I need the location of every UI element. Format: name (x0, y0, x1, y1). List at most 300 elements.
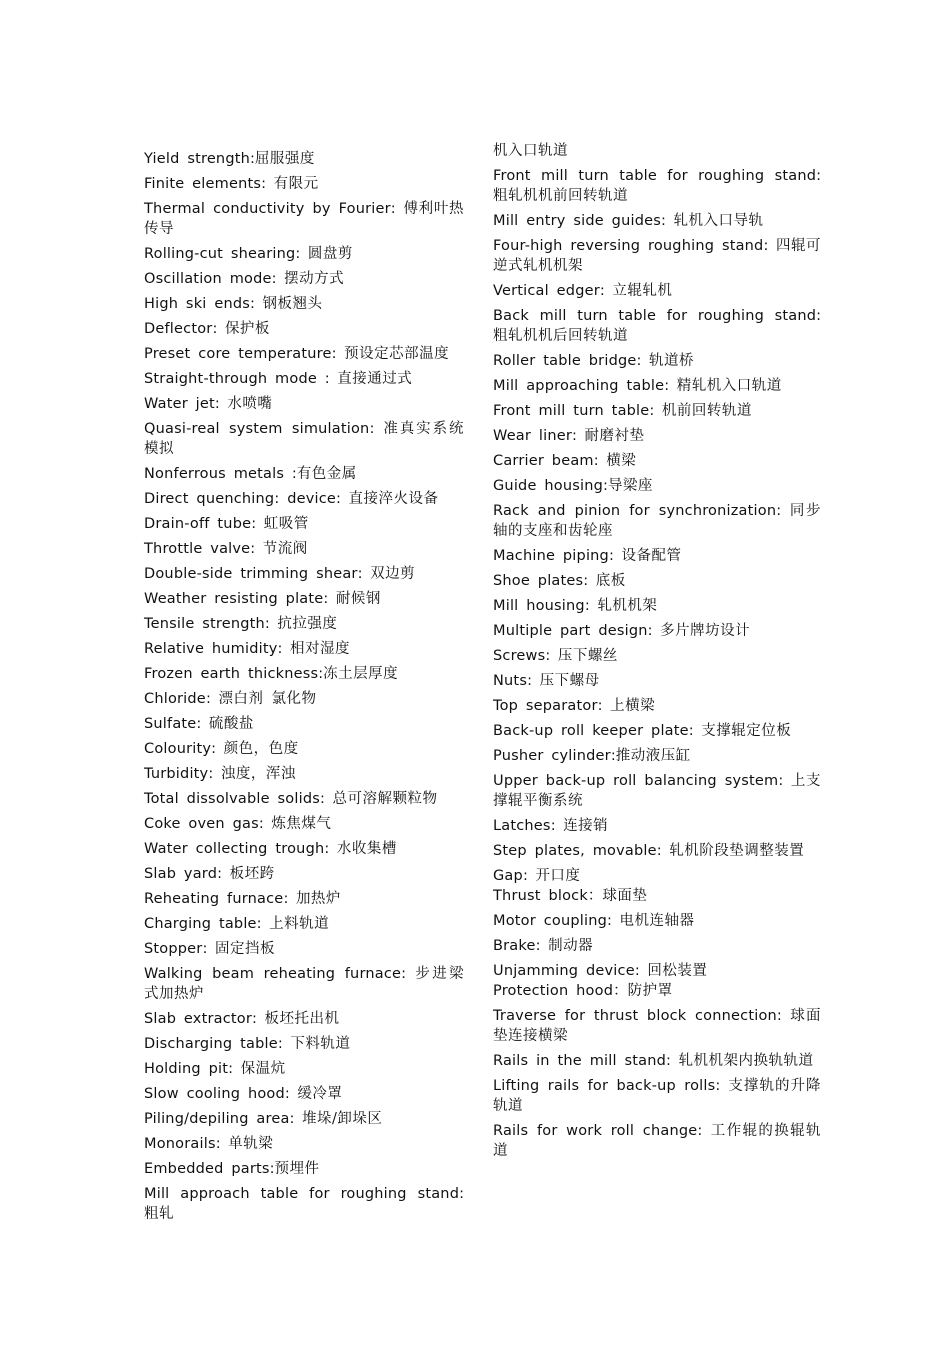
entry-term: Stopper (144, 941, 203, 957)
entry-separator: : (649, 403, 662, 419)
entry-separator: : (211, 741, 224, 757)
glossary-entry (493, 671, 821, 691)
entry-term: Gap (493, 868, 523, 884)
entry-separator: : (208, 766, 221, 782)
glossary-entry (144, 639, 464, 659)
entry-term: Double-side trimming shear (144, 566, 358, 582)
entry-translation: 上支撑辊平衡系统 (493, 773, 822, 809)
entry-translation: 上料轨道 (269, 916, 330, 932)
entry-translation: 回松装置 (647, 963, 708, 979)
glossary-entry (144, 764, 464, 784)
glossary-entry (493, 571, 821, 591)
glossary-entry (493, 401, 821, 421)
glossary-entry (493, 306, 821, 346)
glossary-entry (493, 1076, 821, 1116)
glossary-entry (493, 211, 821, 231)
glossary-entry (493, 476, 821, 496)
entry-translation: 傅利叶热传导 (144, 201, 464, 237)
entry-separator: : (647, 623, 661, 639)
glossary-entry (493, 141, 821, 161)
entry-separator: : (250, 151, 255, 167)
glossary-entry (144, 199, 464, 239)
entry-translation: 粗轧机机后回转轨道 (493, 328, 628, 344)
entry-term: Front mill turn table (493, 403, 650, 419)
glossary-entry (144, 914, 464, 934)
entry-term: Mill approaching table (493, 378, 665, 394)
entry-separator: : (324, 371, 338, 387)
entry-translation: 步进梁式加热炉 (144, 966, 465, 1002)
entry-separator: : (324, 841, 337, 857)
entry-separator: : (816, 308, 821, 324)
entry-term: Thrust block (493, 888, 588, 904)
entry-term: Brake (493, 938, 536, 954)
entry-separator: ： (613, 983, 628, 999)
entry-term: Weather resisting plate (144, 591, 324, 607)
entry-translation: 精轧机入口轨道 (676, 378, 782, 394)
entry-translation: 支撑轨的升降轨道 (493, 1078, 821, 1114)
entry-term: Latches (493, 818, 551, 834)
entry-translation: 板坯托出机 (264, 1011, 340, 1027)
entry-separator: : (776, 503, 790, 519)
entry-translation: 加热炉 (295, 891, 341, 907)
entry-translation: 多片牌坊设计 (660, 623, 751, 639)
entry-term: Nonferrous metals (144, 466, 292, 482)
entry-separator: : (252, 1011, 265, 1027)
glossary-entry (493, 596, 821, 616)
entry-separator: : (250, 541, 263, 557)
entry-separator: : (284, 1086, 298, 1102)
entry-term: Preset core temperature (144, 346, 332, 362)
glossary-entry (144, 294, 464, 314)
glossary-entry (144, 319, 464, 339)
entry-translation: 相对湿度 (290, 641, 351, 657)
entry-translation: 轧机入口导轨 (673, 213, 764, 229)
entry-separator: : (269, 1161, 275, 1177)
entry-separator: : (816, 168, 821, 184)
entry-separator: : (666, 1053, 679, 1069)
glossary-entry (493, 621, 821, 641)
entry-translation: 轧机机架内换轨轨道 (678, 1053, 814, 1069)
entry-separator: : (593, 453, 607, 469)
entry-translation: 双边剪 (370, 566, 416, 582)
entry-term: Four-high reversing roughing stand (493, 238, 764, 254)
entry-separator: : (527, 673, 540, 689)
glossary-entry (144, 864, 464, 884)
entry-translation: 上横梁 (610, 698, 656, 714)
glossary-entry (144, 1084, 464, 1104)
entry-translation: 直接通过式 (337, 371, 413, 387)
entry-term: Sulfate (144, 716, 197, 732)
glossary-entry (493, 816, 821, 836)
entry-translation: 下料轨道 (290, 1036, 351, 1052)
entry-translation: 制动器 (548, 938, 594, 954)
entry-translation: 堆垛/卸垛区 (302, 1111, 383, 1127)
glossary-entry (144, 269, 464, 289)
entry-translation: 球面垫 (602, 888, 648, 904)
entry-translation: 钢板翘头 (262, 296, 323, 312)
glossary-entry (144, 174, 464, 194)
entry-translation: 缓冷罩 (297, 1086, 343, 1102)
entry-translation: 节流阀 (262, 541, 308, 557)
glossary-entry (144, 1059, 464, 1079)
entry-separator: : (597, 698, 611, 714)
entry-separator: : (215, 1136, 229, 1152)
entry-term: Deflector (144, 321, 213, 337)
entry-translation: 连接销 (563, 818, 609, 834)
entry-translation: 虹吸管 (263, 516, 309, 532)
glossary-entry (144, 839, 464, 859)
glossary-entry (144, 664, 464, 684)
entry-separator: : (599, 283, 613, 299)
entry-translation: 颜色，色度 (223, 741, 299, 757)
entry-translation: 推动液压缸 (615, 748, 691, 764)
entry-translation: 轧机阶段垫调整装置 (669, 843, 805, 859)
entry-term: Water jet (144, 396, 215, 412)
glossary-entry (493, 961, 821, 981)
entry-term: Rolling-cut shearing (144, 246, 296, 262)
entry-translation: 底板 (595, 573, 626, 589)
entry-term: Finite elements (144, 176, 262, 192)
entry-term: Frozen earth thickness (144, 666, 319, 682)
entry-separator: ： (587, 888, 603, 904)
entry-term: Water collecting trough (144, 841, 325, 857)
entry-term: Direct quenching: device (144, 491, 337, 507)
entry-translation: 横梁 (606, 453, 637, 469)
entry-term: Guide housing (493, 478, 604, 494)
glossary-entry (493, 451, 821, 471)
entry-separator: : (584, 598, 598, 614)
entry-separator: : (607, 913, 620, 929)
entry-translation: 开口度 (535, 868, 581, 884)
entry-separator: : (459, 1186, 464, 1202)
entry-translation: 预埋件 (274, 1161, 320, 1177)
entry-separator: : (251, 516, 264, 532)
glossary-entry (493, 351, 821, 371)
glossary-column-right (493, 141, 821, 1166)
entry-translation: 支撑辊定位板 (701, 723, 792, 739)
entry-term: Top separator (493, 698, 598, 714)
entry-separator: : (535, 938, 549, 954)
entry-separator: : (320, 791, 333, 807)
entry-separator: : (277, 641, 291, 657)
entry-separator: : (688, 723, 702, 739)
glossary-entry (493, 1006, 821, 1046)
entry-separator: : (390, 201, 404, 217)
glossary-entry (144, 344, 464, 364)
entry-term: Slab yard (144, 866, 218, 882)
entry-translation: 耐磨衬垫 (584, 428, 645, 444)
entry-term: Mill housing (493, 598, 585, 614)
entry-translation: 防护罩 (627, 983, 673, 999)
entry-separator: : (545, 648, 558, 664)
entry-term: Mill approach table for roughing stand (144, 1186, 460, 1202)
entry-separator: : (271, 271, 285, 287)
glossary-entry (493, 236, 821, 276)
entry-separator: : (250, 296, 263, 312)
glossary-entry (493, 281, 821, 301)
entry-term: Holding pit (144, 1061, 229, 1077)
entry-separator: : (258, 816, 272, 832)
entry-separator: : (778, 773, 791, 789)
glossary-entry (144, 1009, 464, 1029)
entry-term: Slab extractor (144, 1011, 253, 1027)
entry-term: Nuts (493, 673, 528, 689)
entry-separator: : (217, 866, 230, 882)
glossary-entry (493, 546, 821, 566)
entry-separator: : (214, 396, 228, 412)
glossary-entry (493, 501, 821, 541)
entry-term: Rails in the mill stand (493, 1053, 667, 1069)
entry-separator: : (261, 176, 274, 192)
entry-separator: : (336, 491, 349, 507)
entry-translation: 预设定芯部温度 (344, 346, 450, 362)
entry-separator: : (776, 1008, 791, 1024)
entry-term: Total dissolvable solids (144, 791, 320, 807)
glossary-entry (493, 771, 821, 811)
glossary-entry (144, 1159, 464, 1179)
entry-translation: 板坯跨 (229, 866, 275, 882)
glossary-entry (144, 614, 464, 634)
entry-term: Chloride (144, 691, 206, 707)
entry-translation: 硫酸盐 (208, 716, 254, 732)
glossary-entry (144, 789, 464, 809)
glossary-entry (493, 646, 821, 666)
entry-translation: 压下螺母 (539, 673, 600, 689)
entry-term: High ski ends (144, 296, 250, 312)
glossary-entry (144, 889, 464, 909)
entry-separator: : (664, 378, 677, 394)
entry-translation: 有色金属 (296, 466, 357, 482)
entry-separator: : (323, 591, 336, 607)
entry-term: Motor coupling (493, 913, 607, 929)
glossary-entry (144, 369, 464, 389)
glossary-entry (144, 464, 464, 484)
entry-translation: 固定挡板 (214, 941, 275, 957)
glossary-entry (493, 841, 821, 861)
entry-translation: 压下螺丝 (557, 648, 618, 664)
glossary-entry (493, 936, 821, 956)
entry-separator: : (522, 868, 536, 884)
entry-separator: : (331, 346, 345, 362)
entry-separator: : (212, 321, 225, 337)
entry-term: Carrier beam (493, 453, 594, 469)
entry-separator: : (277, 1036, 291, 1052)
entry-term: Monorails (144, 1136, 216, 1152)
glossary-entry (493, 981, 821, 1001)
entry-separator: : (660, 213, 674, 229)
entry-separator: : (763, 238, 776, 254)
entry-translation: 粗轧 (144, 1206, 174, 1222)
entry-translation: 圆盘剪 (307, 246, 353, 262)
glossary-entry (144, 1034, 464, 1054)
entry-separator: : (572, 428, 585, 444)
glossary-entry (144, 244, 464, 264)
glossary-entry (493, 426, 821, 446)
entry-separator: : (610, 748, 616, 764)
entry-separator: : (291, 466, 297, 482)
entry-term: Reheating furnace (144, 891, 284, 907)
entry-separator: : (401, 966, 416, 982)
entry-term: Oscillation mode (144, 271, 272, 287)
entry-separator: : (283, 891, 296, 907)
entry-term: Step plates, movable (493, 843, 657, 859)
entry-separator: : (357, 566, 371, 582)
entry-translation: 保护板 (224, 321, 270, 337)
glossary-entry (144, 689, 464, 709)
entry-term: Upper back-up roll balancing system (493, 773, 779, 789)
entry-translation: 机前回转轨道 (661, 403, 752, 419)
entry-term: Unjamming device (493, 963, 635, 979)
entry-separator: : (697, 1123, 711, 1139)
entry-translation: 漂白剂 氯化物 (218, 691, 317, 707)
entry-term: Multiple part design (493, 623, 648, 639)
glossary-entry (144, 1134, 464, 1154)
entry-separator: : (318, 666, 324, 682)
glossary-entry (144, 1109, 464, 1129)
glossary-entry (144, 1184, 464, 1224)
entry-translation: 屈服强度 (254, 151, 315, 167)
entry-term: Coke oven gas (144, 816, 259, 832)
entry-translation: 准真实系统模拟 (144, 421, 465, 457)
entry-translation: 水喷嘴 (227, 396, 273, 412)
glossary-entry (493, 1051, 821, 1071)
glossary-entry (493, 166, 821, 206)
glossary-entry (144, 514, 464, 534)
glossary-entry (144, 149, 464, 169)
entry-translation: 轨道桥 (649, 353, 695, 369)
glossary-entry (493, 746, 821, 766)
entry-term: Quasi-real system simulation (144, 421, 370, 437)
entry-term: Relative humidity (144, 641, 278, 657)
entry-translation: 同步轴的支座和齿轮座 (493, 503, 822, 539)
entry-translation: 有限元 (273, 176, 319, 192)
entry-separator: : (289, 1111, 303, 1127)
entry-term: Wear liner (493, 428, 572, 444)
glossary-entry (144, 564, 464, 584)
entry-translation: 浊度，浑浊 (220, 766, 296, 782)
entry-translation: 导梁座 (607, 478, 653, 494)
entry-separator: : (583, 573, 596, 589)
entry-term: Shoe plates (493, 573, 584, 589)
entry-term: Screws (493, 648, 546, 664)
glossary-entry (144, 539, 464, 559)
entry-translation: 球面垫连接横梁 (493, 1008, 821, 1044)
entry-translation: 设备配管 (621, 548, 682, 564)
entry-separator: : (228, 1061, 241, 1077)
entry-separator: : (202, 941, 215, 957)
entry-term: Charging table (144, 916, 257, 932)
glossary-entry (144, 814, 464, 834)
entry-separator: : (196, 716, 209, 732)
entry-term: Tensile strength (144, 616, 265, 632)
entry-term: Back-up roll keeper plate (493, 723, 689, 739)
entry-term: Pusher cylinder (493, 748, 611, 764)
entry-term: Rack and pinion for synchronization (493, 503, 777, 519)
entry-term: Yield strength (144, 151, 251, 167)
glossary-entry (493, 911, 821, 931)
entry-term: Straight-through mode (144, 371, 325, 387)
glossary-entry (493, 1121, 821, 1161)
glossary-entry (493, 721, 821, 741)
glossary-entry (493, 886, 821, 906)
entry-translation: 抗拉强度 (277, 616, 338, 632)
entry-separator: : (369, 421, 384, 437)
entry-term: Back mill turn table for roughing stand (493, 308, 817, 324)
entry-separator: : (256, 916, 270, 932)
entry-separator: : (205, 691, 219, 707)
entry-term: Rails for work roll change (493, 1123, 698, 1139)
glossary-entry (144, 419, 464, 459)
entry-term: Thermal conductivity by Fourier (144, 201, 391, 217)
entry-separator: : (264, 616, 278, 632)
entry-translation: 电机连轴器 (619, 913, 695, 929)
entry-term: Piling/depiling area (144, 1111, 290, 1127)
entry-translation: 保温炕 (240, 1061, 286, 1077)
entry-term: Mill entry side guides (493, 213, 661, 229)
entry-term: Vertical edger (493, 283, 600, 299)
entry-translation: 直接淬火设备 (348, 491, 439, 507)
entry-translation: 工作辊的换辊轨道 (493, 1123, 821, 1159)
entry-term: Throttle valve (144, 541, 251, 557)
entry-term: Drain-off tube (144, 516, 252, 532)
entry-term: Front mill turn table for roughing stand (493, 168, 817, 184)
entry-separator: : (295, 246, 308, 262)
glossary-entry (493, 696, 821, 716)
glossary-entry (144, 939, 464, 959)
entry-term: Machine piping (493, 548, 609, 564)
entry-translation: 耐候钢 (335, 591, 381, 607)
entry-term: Slow cooling hood (144, 1086, 285, 1102)
entry-translation: 总可溶解颗粒物 (332, 791, 438, 807)
entry-separator: : (634, 963, 648, 979)
entry-translation: 轧机机架 (597, 598, 658, 614)
entry-term: Walking beam reheating furnace (144, 966, 402, 982)
entry-translation: 水收集槽 (336, 841, 397, 857)
entry-term: Protection hood (493, 983, 614, 999)
entry-separator: : (656, 843, 670, 859)
glossary-entry (144, 714, 464, 734)
glossary-column-left (144, 149, 464, 1229)
entry-separator: : (550, 818, 564, 834)
entry-separator: : (603, 478, 608, 494)
entry-translation: 单轨梁 (228, 1136, 274, 1152)
entry-term: Discharging table (144, 1036, 278, 1052)
entry-translation: 粗轧机机前回转轨道 (493, 188, 628, 204)
glossary-entry (144, 739, 464, 759)
entry-term: Roller table bridge (493, 353, 637, 369)
entry-term: Turbidity (144, 766, 209, 782)
entry-term: Traverse for thrust block connection (493, 1008, 777, 1024)
entry-term: Embedded parts (144, 1161, 270, 1177)
entry-translation: 四辊可逆式轧机机架 (493, 238, 822, 274)
glossary-entry (144, 964, 464, 1004)
glossary-entry (144, 489, 464, 509)
entry-translation: 机入口轨道 (493, 143, 568, 159)
entry-separator: : (608, 548, 622, 564)
entry-term: Colourity (144, 741, 212, 757)
entry-translation: 摆动方式 (284, 271, 345, 287)
entry-translation: 立辊轧机 (612, 283, 673, 299)
entry-term: Lifting rails for back-up rolls (493, 1078, 716, 1094)
entry-translation: 炼焦煤气 (271, 816, 332, 832)
glossary-entry (493, 866, 821, 886)
entry-separator: : (636, 353, 650, 369)
entry-translation: 冻土层厚度 (323, 666, 399, 682)
glossary-entry (144, 394, 464, 414)
glossary-entry (144, 589, 464, 609)
entry-separator: : (715, 1078, 729, 1094)
glossary-entry (493, 376, 821, 396)
